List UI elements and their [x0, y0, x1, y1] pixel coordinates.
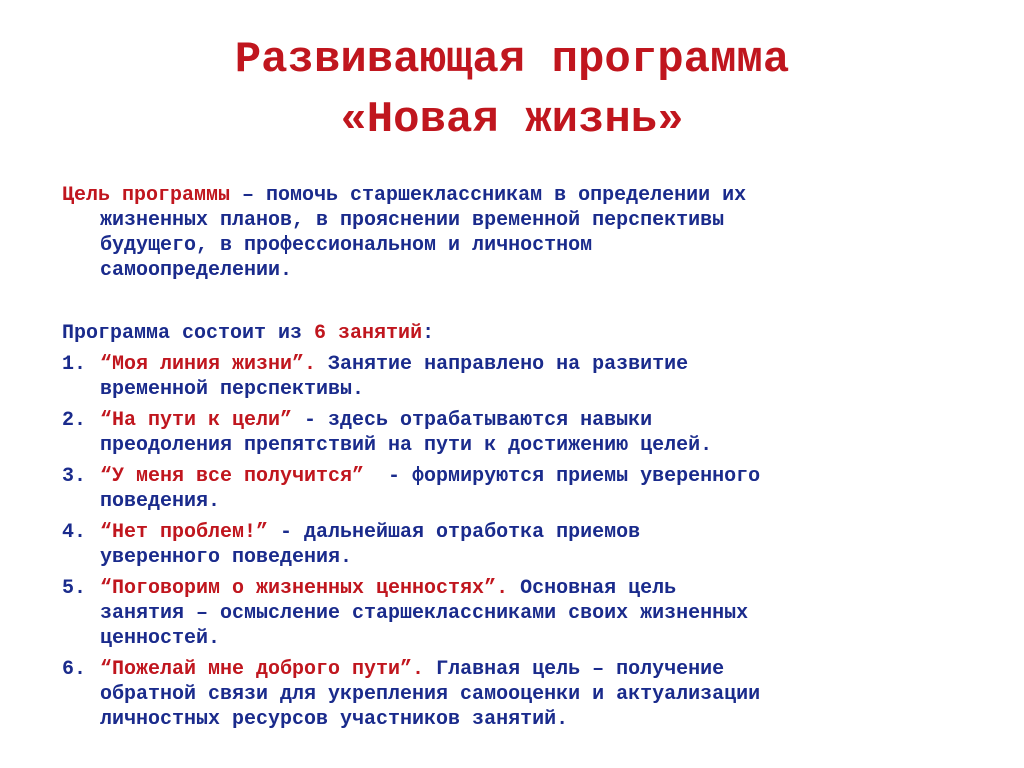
title-line-2: «Новая жизнь» — [340, 95, 684, 145]
session-desc-2: обратной связи для укрепления самооценки и актуализации — [100, 683, 761, 706]
slide-body — [62, 183, 962, 732]
list-item — [62, 520, 962, 570]
goal-label: Цель программы — [62, 184, 231, 207]
list-item — [62, 576, 962, 651]
session-desc-2: временной перспективы. — [100, 378, 365, 401]
goal-line-4: самоопределении. — [100, 259, 293, 282]
intro-suffix: : — [422, 322, 435, 345]
session-name: “У меня все получится” — [100, 465, 365, 488]
item-text — [100, 464, 962, 514]
item-text — [100, 657, 962, 732]
session-desc-1: - здесь отрабатываются навыки — [292, 409, 653, 432]
intro-prefix: Программа состоит из — [62, 322, 315, 345]
goal-line-3: будущего, в профессиональном и личностном — [100, 234, 593, 257]
item-text — [100, 520, 962, 570]
session-desc-2: поведения. — [100, 490, 221, 513]
list-item — [62, 464, 962, 514]
item-text — [100, 576, 962, 651]
list-item — [62, 352, 962, 402]
program-intro — [62, 321, 962, 346]
goal-line-2: жизненных планов, в прояснении временной перспективы — [100, 209, 725, 232]
item-text — [100, 408, 962, 458]
session-desc-1: - дальнейшая отработка приемов — [268, 521, 641, 544]
goal-line-1 — [62, 183, 962, 208]
title-line-1: Развивающая программа — [234, 35, 790, 85]
session-desc-3: ценностей. — [100, 627, 221, 650]
session-name: “Нет проблем!” — [100, 521, 269, 544]
session-name: “На пути к цели” — [100, 409, 293, 432]
program-goal — [62, 183, 962, 283]
session-desc-1: Основная цель — [508, 577, 677, 600]
item-number: 6. — [62, 658, 87, 681]
session-desc-1: Занятие направлено на развитие — [316, 353, 689, 376]
item-number: 1. — [62, 353, 87, 376]
session-name: “Моя линия жизни”. — [100, 353, 317, 376]
item-number: 3. — [62, 465, 87, 488]
session-name: “Пожелай мне доброго пути”. — [100, 658, 425, 681]
item-number: 2. — [62, 409, 87, 432]
list-item — [62, 657, 962, 732]
list-item — [62, 408, 962, 458]
session-name: “Поговорим о жизненных ценностях”. — [100, 577, 509, 600]
session-desc-2: занятия – осмысление старшеклассниками своих жизненных — [100, 602, 749, 625]
item-number: 5. — [62, 577, 87, 600]
session-desc-3: личностных ресурсов участников занятий. — [100, 708, 569, 731]
item-text — [100, 352, 962, 402]
slide-title — [0, 30, 1024, 150]
intro-count: 6 занятий — [314, 322, 423, 345]
session-desc-1: - формируются приемы уверенного — [364, 465, 761, 488]
session-desc-2: преодоления препятствий на пути к достижению целей. — [100, 434, 713, 457]
session-desc-1: Главная цель – получение — [424, 658, 725, 681]
goal-text-1: – помочь старшеклассникам в определении их — [230, 184, 747, 207]
session-desc-2: уверенного поведения. — [100, 546, 353, 569]
item-number: 4. — [62, 521, 87, 544]
